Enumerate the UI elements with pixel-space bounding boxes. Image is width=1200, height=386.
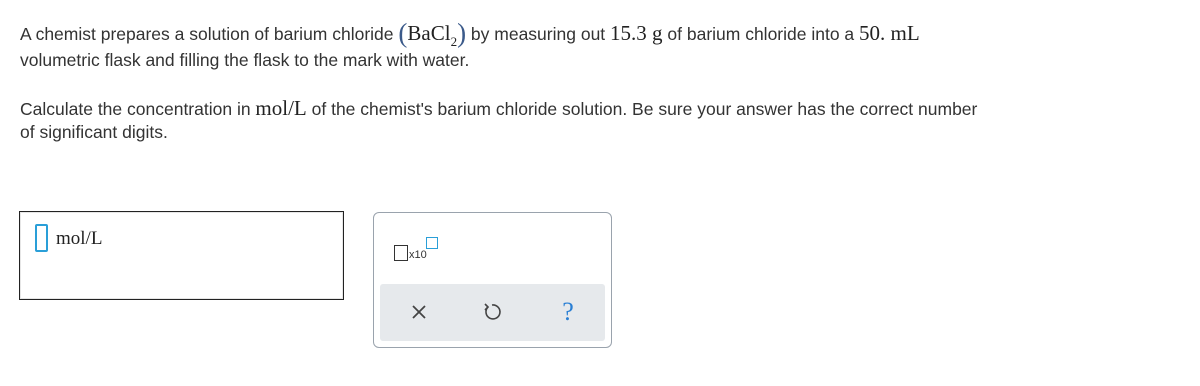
action-bar	[380, 284, 605, 341]
volume-value: 50. mL	[859, 21, 920, 45]
unit-label: mol/L	[56, 228, 103, 249]
base-box-icon	[394, 245, 408, 261]
sci-notation-label: x10	[409, 249, 427, 261]
question-line-1: A chemist prepares a solution of barium chloride (BaCl$_2$) by measuring out 15.3 g of barium chloride into a 50. mL	[20, 18, 920, 49]
undo-button[interactable]	[477, 297, 507, 327]
mass-value: 15.3 g	[610, 21, 663, 45]
formula: BaCl$_2$	[407, 21, 458, 49]
exponent-box-icon	[426, 237, 438, 249]
prompt-unit: mol/L	[255, 96, 307, 120]
prompt-line-1: Calculate the concentration in mol/L of the chemist's barium chloride solution. Be sure your answer has the correct number	[20, 96, 978, 120]
answer-box	[19, 211, 344, 300]
question-mark-icon: ?	[562, 297, 574, 326]
sci-notation-button[interactable]	[394, 237, 442, 269]
close-paren: )	[457, 18, 467, 48]
clear-button[interactable]	[404, 297, 434, 327]
help-button[interactable]	[553, 297, 583, 327]
tools-panel	[373, 212, 612, 348]
prompt-line-2: of significant digits.	[20, 122, 168, 142]
x-icon	[411, 304, 427, 320]
undo-icon	[482, 302, 502, 322]
answer-input[interactable]	[35, 224, 48, 252]
open-paren: (	[398, 18, 408, 48]
question-line-2: volumetric flask and filling the flask to the mark with water.	[20, 50, 470, 70]
